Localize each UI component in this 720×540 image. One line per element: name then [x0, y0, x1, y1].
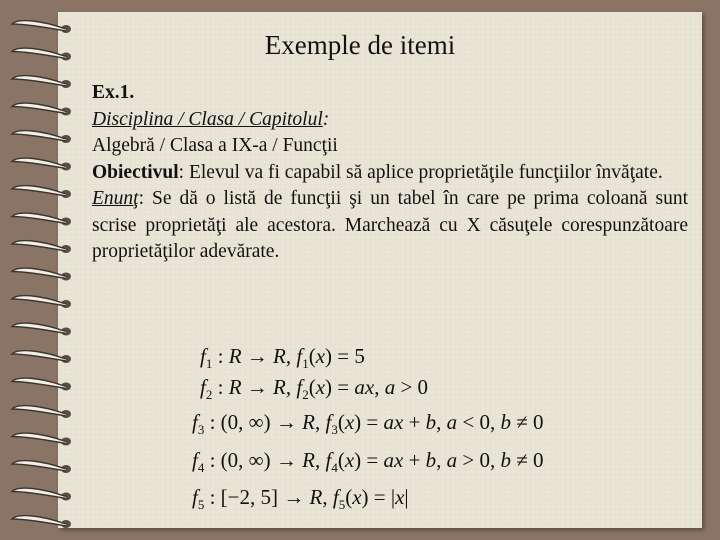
exercise-text	[92, 80, 688, 266]
exercise-label: Ex.1.	[92, 82, 135, 103]
discipline-line: Disciplina / Clasa / Capitolul:	[92, 108, 330, 130]
binding-ring	[12, 406, 71, 418]
binding-ring	[12, 103, 71, 115]
binding-ring	[12, 461, 71, 473]
binding-ring	[12, 131, 71, 143]
binding-ring	[12, 433, 71, 445]
binding-ring	[12, 76, 71, 88]
function-f2: $f_2$ : R → R, $f_2(x)$ = ax, a > 0	[200, 375, 429, 403]
binding-ring	[12, 323, 71, 335]
discipline-heading: Disciplina / Clasa / Capitolul	[92, 108, 323, 130]
binding-ring	[12, 268, 71, 280]
binding-ring	[12, 186, 71, 198]
binding-ring	[12, 241, 71, 253]
binding-ring	[12, 488, 71, 500]
statement-heading: Enunţ	[92, 188, 139, 209]
statement-paragraph	[92, 186, 688, 266]
discipline-value: Algebră / Clasa a IX-a / Funcţii	[92, 135, 338, 156]
binding-ring	[12, 516, 71, 528]
statement-text: : Se dă o listă de funcţii şi un tabel în care pe prima coloană sunt scrise proprietăţi ale acestora. Marchează cu X căsuţele corespunzătoare proprietăţilor adevărate.	[92, 188, 688, 262]
binding-ring	[12, 296, 71, 308]
binding-ring	[12, 378, 71, 390]
objective-text: : Elevul va fi capabil să aplice proprietăţile funcţiilor învăţate.	[178, 161, 663, 183]
objective-paragraph	[92, 160, 688, 187]
binding-ring	[12, 351, 71, 363]
objective-heading: Obiectivul	[92, 161, 179, 183]
binding-ring	[12, 158, 71, 170]
spiral-binding	[0, 0, 90, 540]
function-f3: $f_3$ : (0, ∞) → R, $f_3(x)$ = ax + b, a < 0, b ≠ 0	[192, 410, 544, 438]
function-f4: $f_4$ : (0, ∞) → R, $f_4(x)$ = ax + b, a > 0, b ≠ 0	[192, 448, 544, 476]
binding-ring	[12, 213, 71, 225]
function-f1: $f_1$ : R → R, $f_1(x) = 5$	[200, 344, 365, 372]
function-f5: $f_5$ : [−2, 5] → R, $f_5(x) = |x|$	[192, 485, 409, 513]
slide-title: Exemple de itemi	[264, 30, 456, 60]
